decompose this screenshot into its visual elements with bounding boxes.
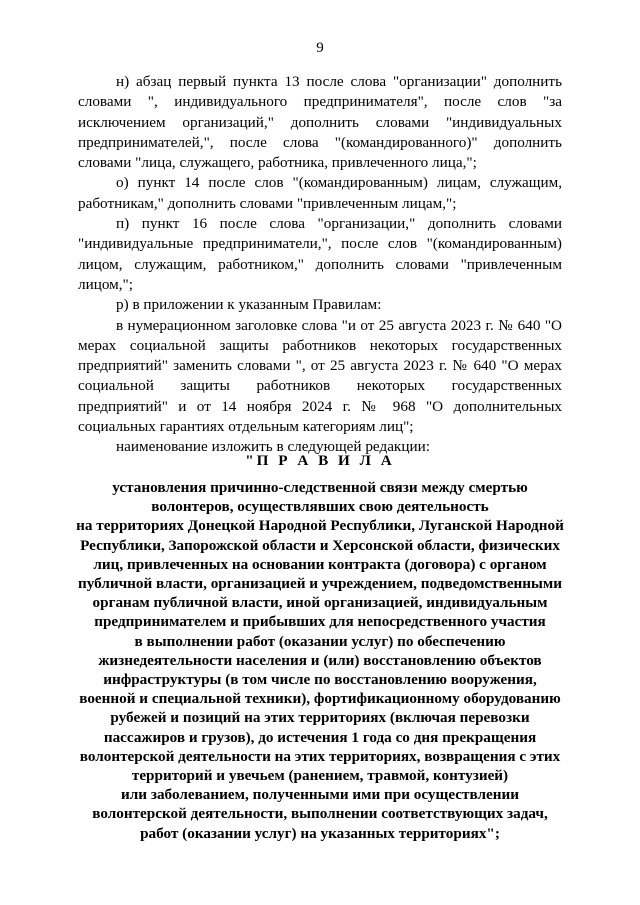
heading-line: предпринимателем и прибывших для непосредственного участия xyxy=(94,613,546,631)
paragraph-numbering-header: в нумерационном заголовке слова "и от 25 августа 2023 г. № 640 "О мерах социальной защиты работников некоторых государственных предприятий" заменить словами ", от 25 августа 2023 г. № 640 "О мерах социальной защиты работников некоторых государственных предприятий" и от 14 ноября 2024 г. № 968 "О дополнительных социальных гарантиях отдельным категориям лиц"; xyxy=(78,316,562,436)
heading-line: пассажиров и грузов), до истечения 1 года со дня прекращения xyxy=(103,728,537,746)
paragraph-r: р) в приложении к указанным Правилам: xyxy=(116,296,382,314)
heading-line: волонтерской деятельности на этих территориях, возвращения с этих xyxy=(79,747,561,765)
page-number: 9 xyxy=(316,40,324,56)
heading-line: инфраструктуры (в том числе по восстановлению вооружения, xyxy=(103,671,537,689)
heading-line: в выполнении работ (оказании услуг) по обеспечению xyxy=(134,632,506,650)
heading-line: волонтеров, осуществлявших свою деятельность xyxy=(151,498,489,516)
heading-line: или заболеванием, полученными ими при осуществлении xyxy=(121,786,519,804)
rules-title: "П Р А В И Л А xyxy=(245,452,395,469)
heading-line: жизнедеятельности населения и (или) восстановлению объектов xyxy=(98,651,542,669)
rules-heading xyxy=(60,478,580,843)
heading-line: на территориях Донецкой Народной Республики, Луганской Народной xyxy=(76,517,564,535)
paragraph-n: н) абзац первый пункта 13 после слова "организации" дополнить словами ", индивидуального предпринимателя", после слов "за исключением организаций," дополнить словами "индивидуальных предпринимателей,", после слова "(командированного)" дополнить словами "лица, служащего, работника, привлеченного лица,"; xyxy=(78,73,562,172)
heading-line: работ (оказании услуг) на указанных территориях"; xyxy=(140,824,500,842)
heading-line: органам публичной власти, иной организацией, индивидуальным xyxy=(92,594,548,612)
heading-line: волонтерской деятельности, выполнении соответствующих задач, xyxy=(92,805,548,823)
heading-line: военной и специальной техники), фортификационному оборудованию xyxy=(79,690,561,708)
heading-line: территорий и увечьем (ранением, травмой, контузией) xyxy=(131,767,509,785)
paragraph-o: о) пункт 14 после слов "(командированным) лицам, служащим, работникам," дополнить словами "привлеченным лицам,"; xyxy=(78,174,562,212)
heading-line: лиц, привлеченных на основании контракта (договора) с органом xyxy=(93,555,547,573)
paragraph-p: п) пункт 16 после слова "организации," дополнить словами "индивидуальные предприниматели,", после слов "(командированным) лицом, служащим, работником," дополнить словами "привлеченным лицом,"; xyxy=(78,215,562,293)
heading-line: рубежей и позиций на этих территориях (включая перевозки xyxy=(110,709,530,727)
paragraph-name-redaction: наименование изложить в следующей редакции: xyxy=(116,438,430,456)
heading-line: установления причинно-следственной связи между смертью xyxy=(112,479,528,496)
heading-line: Республики, Запорожской области и Херсонской области, физических xyxy=(80,536,560,554)
heading-line: публичной власти, организацией и учреждением, подведомственными xyxy=(77,575,563,593)
amendments-text xyxy=(78,72,562,458)
